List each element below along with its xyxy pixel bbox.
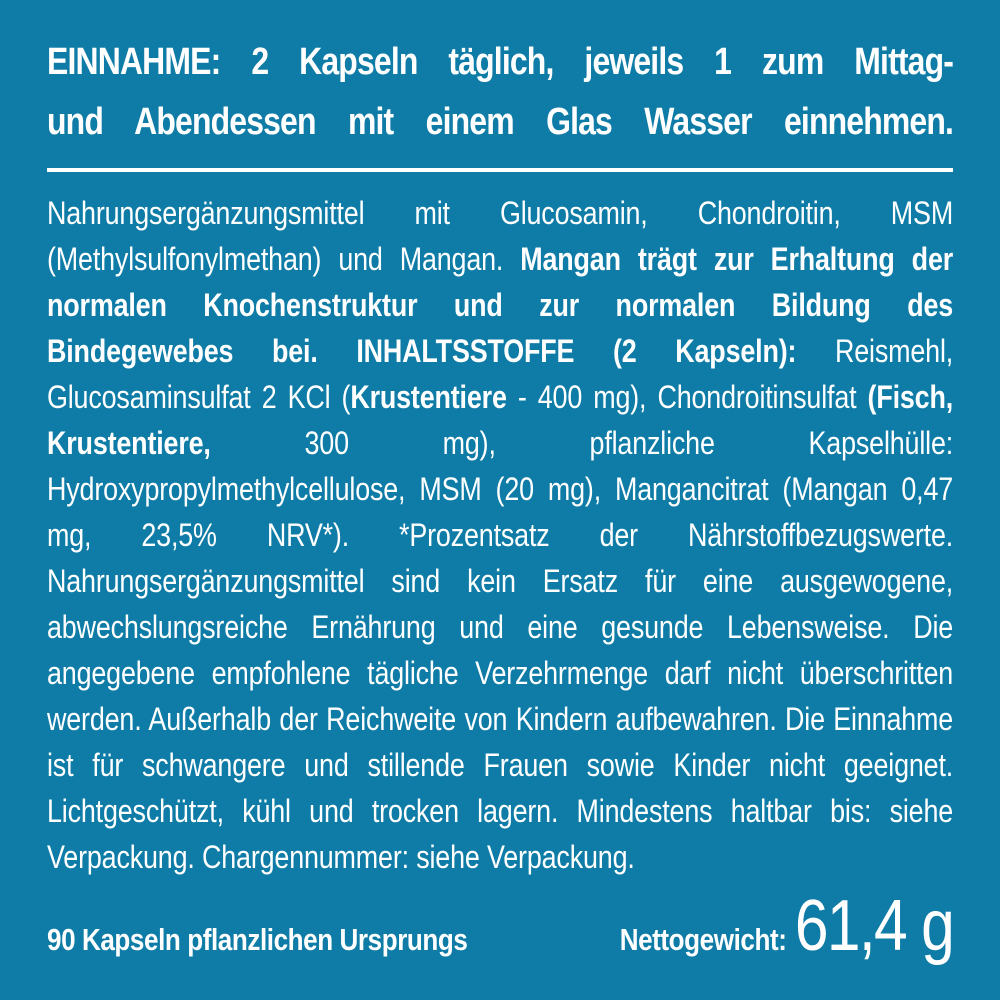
- net-weight-value: 61,4 g: [794, 886, 954, 966]
- net-weight: [619, 886, 954, 966]
- ingredients-paragraph: Nahrungsergänzungsmittel mit Glucosamin, Chondroitin, MSM (Methylsulfonylmethan) und Mangan. Mangan trägt zur Erhaltung der normalen Knochenstruktur und zur normalen Bildung des Bindegewebes bei. INHALTSSTOFFE (2 Kapseln): Reismehl, Glucosaminsulfat 2 KCl (Krustentiere - 400 mg), Chondroitinsulfat (Fisch, Krustentiere, 300 mg), pflanzliche Kapselhülle: Hydroxypropylmethylcellulose, MSM (20 mg), Mangancitrat (Mangan 0,47 mg, 23,5% NRV*). *Prozentsatz der Nährstoffbezugswerte. Nahrungsergänzungsmittel sind kein Ersatz für eine ausgewogene, abwechslungsreiche Ernährung und eine gesunde Lebensweise. Die angegebene empfohlene tägliche Verzehrmenge darf nicht überschritten werden. Außerhalb der Reichweite von Kindern aufbewahren. Die Einnahme ist für schwangere und stillende Frauen sowie Kinder nicht geeignet. Lichtgeschützt, kühl und trocken lagern. Mindestens haltbar bis: siehe Verpackung. Chargennummer: siehe Verpackung.: [47, 195, 954, 875]
- net-weight-label: Nettogewicht:: [619, 922, 787, 957]
- footer-row: [47, 886, 954, 966]
- dosage-heading-line-2: und Abendessen mit einem Glas Wasser einnehmen.: [47, 101, 954, 143]
- capsule-count: 90 Kapseln pflanzlichen Ursprungs: [47, 922, 468, 957]
- label-content: [47, 0, 953, 1000]
- dosage-heading-line-1: EINNAHME: 2 Kapseln täglich, jeweils 1 zum Mittag-: [47, 41, 954, 83]
- divider-rule: [47, 168, 953, 172]
- dosage-heading: [47, 32, 953, 152]
